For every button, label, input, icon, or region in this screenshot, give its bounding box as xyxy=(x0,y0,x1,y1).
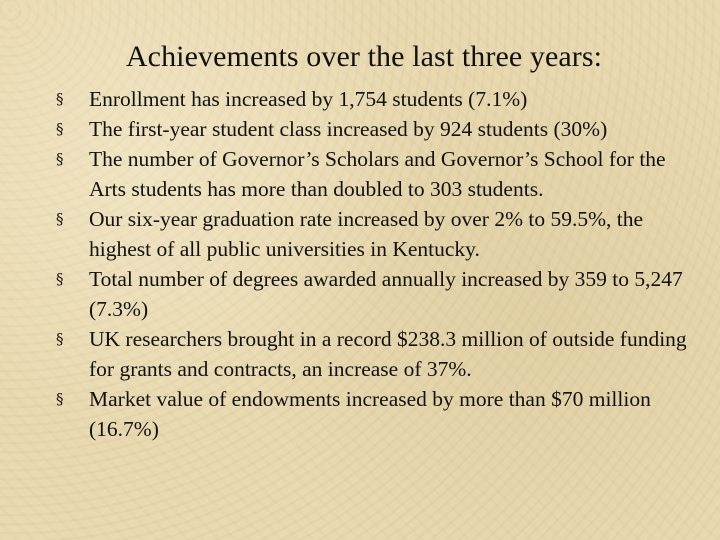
bullet-icon: § xyxy=(56,390,64,408)
bullet-list xyxy=(56,84,696,444)
bullet-text: Enrollment has increased by 1,754 students (7.1%) xyxy=(89,87,528,111)
bullet-icon: § xyxy=(56,150,64,168)
bullet-text: The first-year student class increased by 924 students (30%) xyxy=(89,117,608,141)
bullet-item-research-funding xyxy=(56,324,696,384)
bullet-text: Total number of degrees awarded annually increased by 359 to 5,247 (7.3%) xyxy=(89,267,683,321)
bullet-icon: § xyxy=(56,330,64,348)
bullet-item-degrees-awarded xyxy=(56,264,696,324)
bullet-item-enrollment xyxy=(56,84,696,114)
slide-title xyxy=(0,38,720,76)
bullet-text: UK researchers brought in a record $238.3 million of outside funding for grants and contracts, an increase of 37%. xyxy=(89,327,687,381)
slide-title-text: Achievements over the last three years: xyxy=(125,40,603,73)
bullet-text: Market value of endowments increased by more than $70 million (16.7%) xyxy=(89,387,651,441)
bullet-item-governors-scholars xyxy=(56,144,696,204)
bullet-item-first-year-class xyxy=(56,114,696,144)
bullet-icon: § xyxy=(56,270,64,288)
bullet-icon: § xyxy=(56,90,64,108)
bullet-icon: § xyxy=(56,120,64,138)
bullet-icon: § xyxy=(56,210,64,228)
bullet-text: Our six-year graduation rate increased by over 2% to 59.5%, the highest of all public universities in Kentucky. xyxy=(89,207,644,261)
bullet-item-graduation-rate xyxy=(56,204,696,264)
bullet-item-endowments xyxy=(56,384,696,444)
bullet-text: The number of Governor’s Scholars and Governor’s School for the Arts students has more than doubled to 303 students. xyxy=(89,147,666,201)
